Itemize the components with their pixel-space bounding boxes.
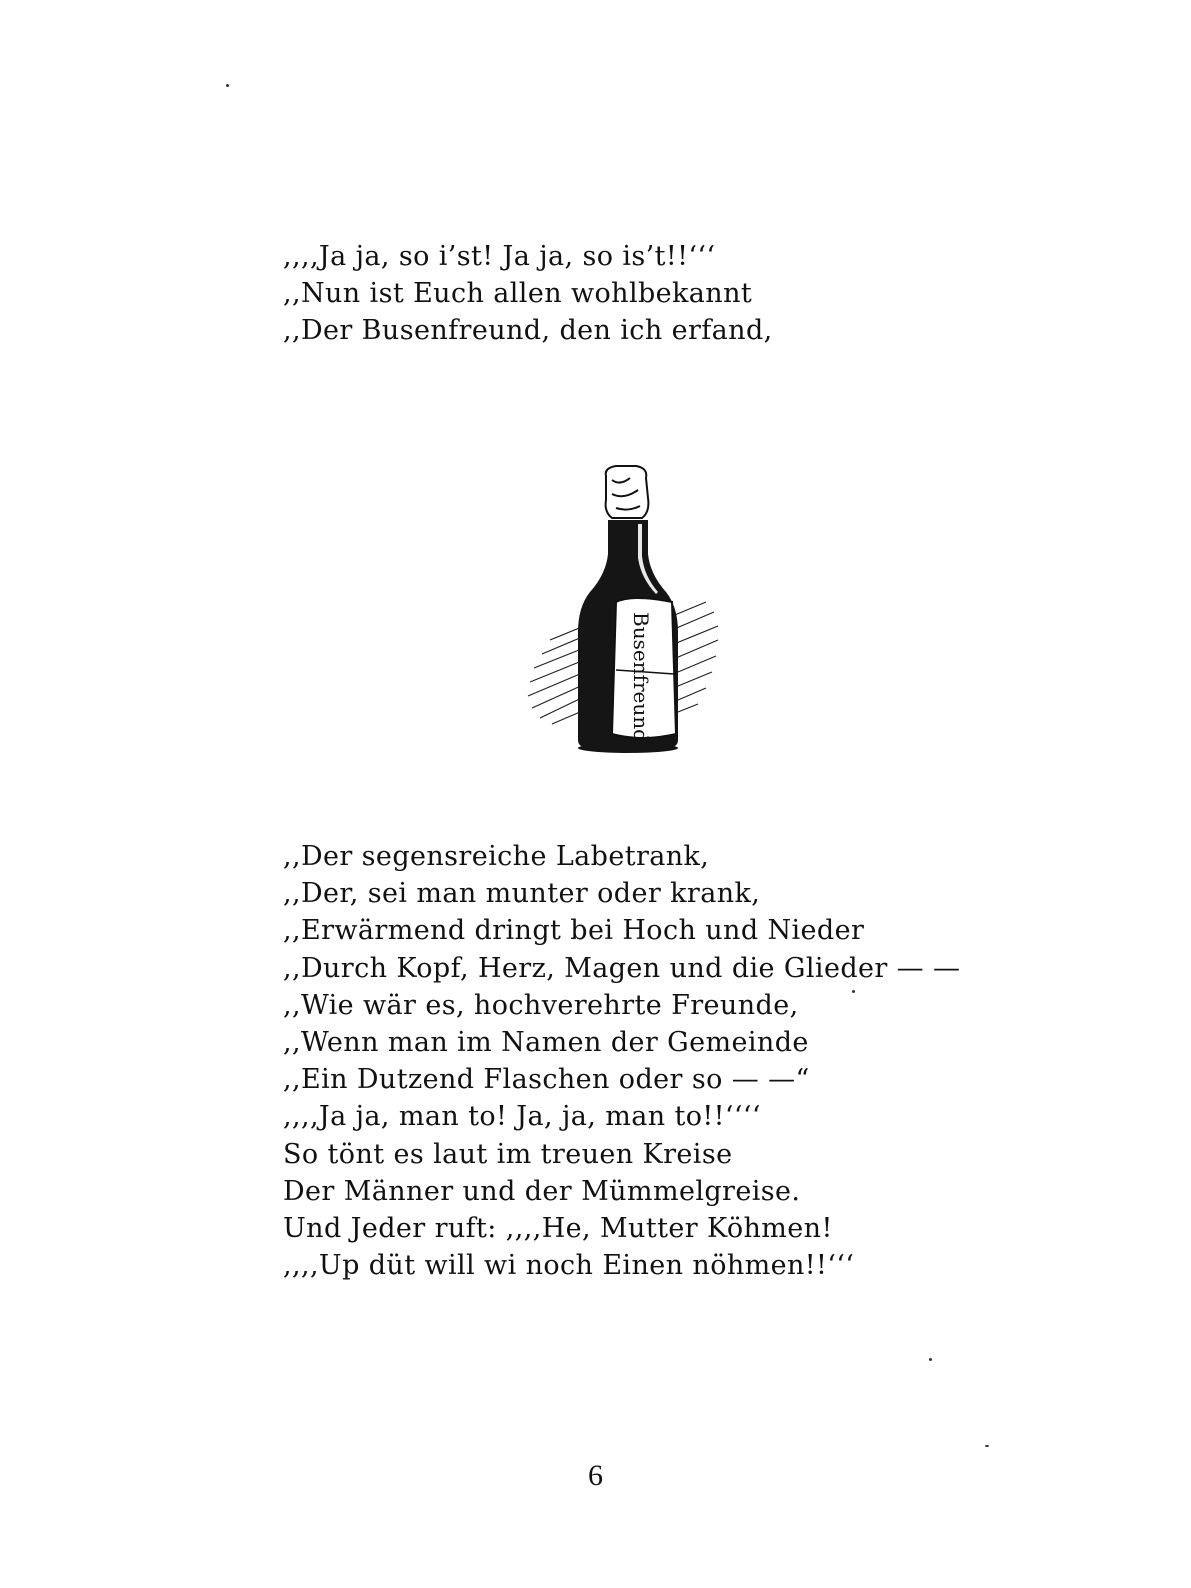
verse-line: ,,Wie wär es, hochverehrte Freunde,: [283, 989, 799, 1021]
bottle-label-text: Busenfreund: [629, 612, 653, 742]
verse-line: ,,,,Ja ja, man to! Ja, ja, man to!!‘‘‘‘: [283, 1101, 761, 1133]
verse-line: ,,Ein Dutzend Flaschen oder so — —“: [283, 1064, 810, 1096]
print-speck: [226, 84, 229, 87]
verse-line: Der Männer und der Mümmelgreise.: [283, 1175, 801, 1207]
page-number: 6: [588, 1459, 603, 1492]
verse-line: So tönt es laut im treuen Kreise: [283, 1138, 733, 1170]
verse-line: ,,,,Ja ja, so i’st! Ja ja, so is’t!!‘‘‘: [283, 241, 716, 272]
verse-line: ,,Der, sei man munter oder krank,: [283, 878, 761, 910]
stanza-top: [283, 238, 773, 350]
stanza-bottom: [283, 838, 960, 1284]
verse-line: ,,,,Up düt will wi noch Einen nöhmen!!‘‘‘: [283, 1250, 855, 1282]
bottle-base: [578, 743, 678, 753]
verse-line: ,,Erwärmend dringt bei Hoch und Nieder: [283, 915, 865, 947]
verse-line: ,,Der Busenfreund, den ich erfand,: [283, 315, 773, 347]
print-speck: [985, 1445, 989, 1447]
wine-bottle-icon: [520, 462, 720, 757]
verse-line: ,,Durch Kopf, Herz, Magen und die Glieder — —: [283, 952, 961, 984]
verse-line: ,,Nun ist Euch allen wohlbekannt: [283, 278, 753, 310]
verse-line: Und Jeder ruft: ,,,,He, Mutter Köhmen!: [283, 1213, 833, 1245]
verse-line: ,,Wenn man im Namen der Gemeinde: [283, 1027, 809, 1059]
verse-line: ,,Der segensreiche Labetrank,: [283, 841, 710, 872]
print-speck: [929, 1358, 932, 1361]
